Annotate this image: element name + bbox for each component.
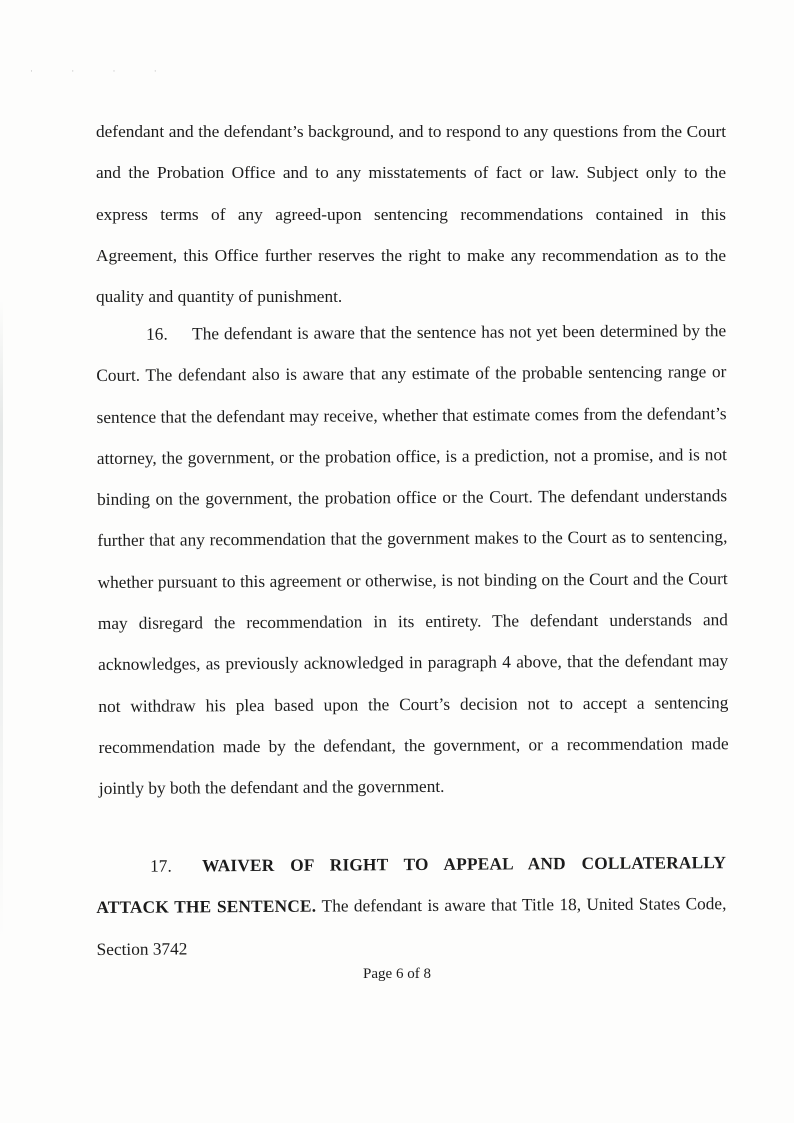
page-footer [0, 966, 794, 983]
paragraph-16-text: The defendant is aware that the sentence has not yet been determined by the Court. The defendant also is aware that any estimate of the probable sentencing range or sentence that the defendant may receive, whether that estimate comes from the defendant’s attorney, the government, or the probation office, is a prediction, not a promise, and is not binding on the government, the probation office or the Court. The defendant understands further that any recommendation that the government makes to the Court as to sentencing, whether pursuant to this agreement or otherwise, is not binding on the Court and the Court may disregard the recommendation in its entirety. The defendant understands and acknowledges, as previously acknowledged in paragraph 4 above, that the defendant may not withdraw his plea based upon the Court’s decision not to accept a sentencing recommendation made by the defendant, the government, or a recommendation made jointly by both the defendant and the government. [96, 321, 729, 799]
paragraph-17-text: The defendant is aware that Title 18, United States Code, Section 3742 [96, 894, 727, 959]
paragraph-17-heading: WAIVER OF RIGHT TO APPEAL AND COLLATERALLY ATTACK THE SENTENCE. [96, 853, 727, 918]
paragraph-17-block [96, 842, 727, 970]
scan-artifact: · · · · [30, 66, 175, 76]
continuation-paragraph-block [96, 111, 726, 317]
paragraph-16 [96, 310, 729, 809]
paragraph-17-number: 17. [150, 856, 172, 876]
paragraph-17 [96, 842, 727, 970]
continuation-paragraph: defendant and the defendant’s background, and to respond to any questions from the Court and the Probation Office and to any misstatements of fact or law. Subject only to the express terms of any agreed-upon sentencing recommendations contained in this Agreement, this Office further reserves the right to make any recommendation as to the quality and quantity of punishment. [96, 122, 726, 307]
paragraph-16-number: 16. [146, 324, 168, 344]
scan-edge-shadow [0, 300, 3, 940]
paragraph-16-block [96, 310, 729, 809]
page-number-label: Page 6 of 8 [363, 966, 431, 982]
